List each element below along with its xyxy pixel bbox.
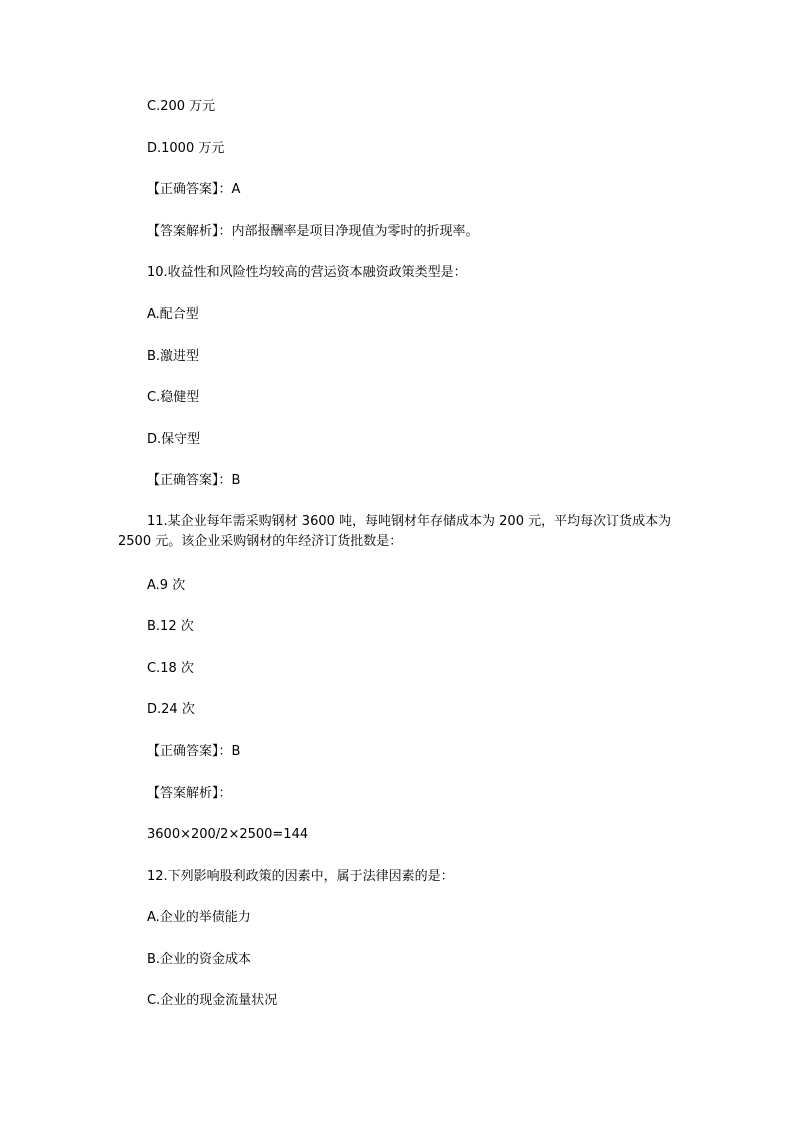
option-c-q12: C.企业的现金流量状况 [147, 993, 278, 1008]
option-c-q11: C.18 次 [147, 661, 194, 676]
answer-explanation-label-q11: 【答案解析】： [147, 786, 232, 801]
correct-answer-q10: 【正确答案】：B [147, 473, 241, 488]
option-d-q11: D.24 次 [147, 702, 195, 717]
question-12: 12.下列影响股利政策的因素中，属于法律因素的是： [147, 869, 454, 884]
option-b-q12: B.企业的资金成本 [147, 952, 252, 967]
question-11: 11.某企业每年需采购钢材 3600 吨，每吨钢材年存储成本为 200 元，平均每次订货成本为 2500 元。该企业采购钢材的年经济订货批数是： [118, 514, 672, 549]
correct-answer-q11: 【正确答案】：B [147, 744, 241, 759]
option-b-q11: B.12 次 [147, 619, 194, 634]
option-a-q11: A.9 次 [147, 578, 186, 593]
option-d-q10: D.保守型 [147, 432, 201, 447]
option-a-q12: A.企业的举债能力 [147, 910, 251, 925]
answer-formula-q11: 3600×200/2×2500=144 [147, 827, 309, 842]
answer-explanation-q9: 【答案解析】：内部报酬率是项目净现值为零时的折现率。 [147, 224, 479, 239]
question-10: 10.收益性和风险性均较高的营运资本融资政策类型是： [147, 265, 467, 280]
correct-answer-q9: 【正确答案】：A [147, 182, 241, 197]
option-d-q9: D.1000 万元 [147, 141, 225, 156]
option-a-q10: A.配合型 [147, 307, 199, 322]
option-b-q10: B.激进型 [147, 349, 200, 364]
option-c-q10: C.稳健型 [147, 390, 200, 405]
option-c-q9: C.200 万元 [147, 99, 216, 114]
